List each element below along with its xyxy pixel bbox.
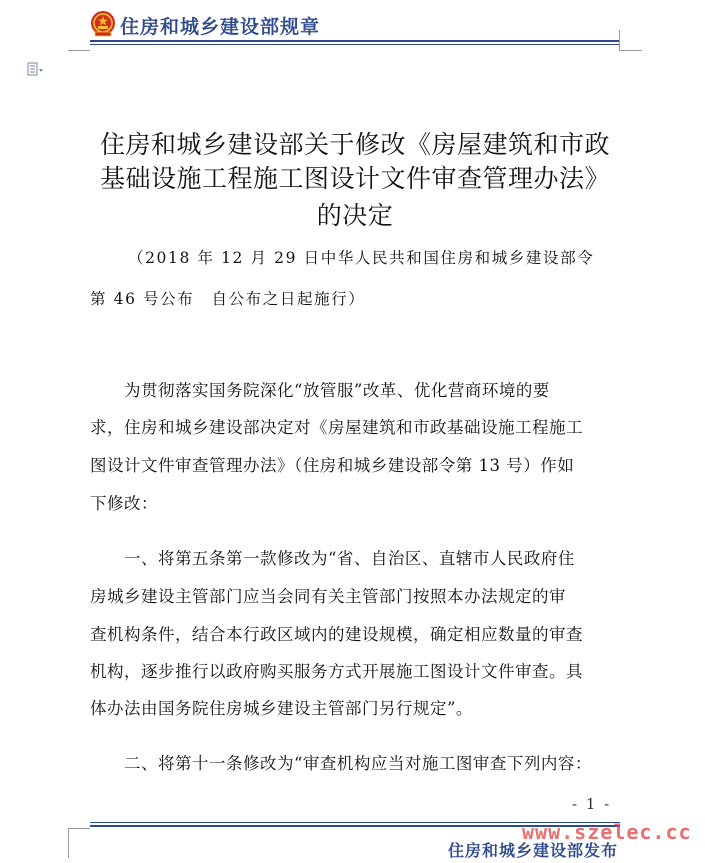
paragraph-1-line-1: 为贯彻落实国务院深化“放管服”改革、优化营商环境的要: [90, 381, 550, 400]
paragraph-1-line-3: 图设计文件审查管理办法》（住房和城乡建设部令第 13 号）作如: [90, 456, 575, 475]
national-emblem-icon: [90, 10, 116, 38]
crop-mark-top-right: [620, 50, 642, 51]
paragraph-2-line-2: 房城乡建设主管部门应当会同有关主管部门按照本办法规定的审: [90, 587, 566, 606]
header-rule: [90, 40, 620, 42]
document-title: [60, 128, 650, 233]
paragraph-2-line-5: 体办法由国务院住房城乡建设主管部门另行规定”。: [90, 699, 473, 718]
site-watermark: www.szelec.cc: [522, 820, 692, 844]
title-line-3: 的决定: [316, 201, 394, 230]
footer-title: 住房和城乡建设部发布: [448, 841, 619, 860]
paragraph-1-line-2: 求，住房和城乡建设部决定对《房屋建筑和市政基础设施工程施工: [90, 418, 583, 437]
paragraph-1-line-4: 下修改：: [90, 494, 158, 513]
paragraph-2-line-3: 查机构条件，结合本行政区域内的建设规模，确定相应数量的审查: [90, 625, 583, 644]
document-options-icon[interactable]: [27, 62, 43, 76]
title-line-2: 基础设施工程施工图设计文件审查管理办法》: [99, 164, 610, 193]
paragraph-2-line-1: 一、将第五条第一款修改为“省、自治区、直辖市人民政府住: [90, 549, 575, 568]
header-rule-secondary: [90, 44, 620, 45]
promulgation-note-line-1: （2018 年 12 月 29 日中华人民共和国住房和城乡建设部令: [128, 249, 595, 267]
crop-mark-bottom-left-vertical: [68, 828, 69, 858]
paragraph-3-line-1: 二、将第十一条修改为“审查机构应当对施工图审查下列内容：: [90, 754, 592, 773]
header-title: 住房和城乡建设部规章: [120, 16, 321, 38]
promulgation-note-line-2: 第 46 号公布 自公布之日起施行）: [90, 290, 366, 308]
page-number: - 1 -: [572, 795, 612, 813]
crop-mark-top-left: [68, 50, 90, 51]
paragraph-2-line-4: 机构，逐步推行以政府购买服务方式开展施工图设计文件审查。具: [90, 662, 583, 681]
crop-mark-bottom-left: [68, 828, 90, 829]
title-line-1: 住房和城乡建设部关于修改《房屋建筑和市政: [99, 130, 610, 159]
crop-mark-top-right-vertical: [619, 30, 620, 51]
